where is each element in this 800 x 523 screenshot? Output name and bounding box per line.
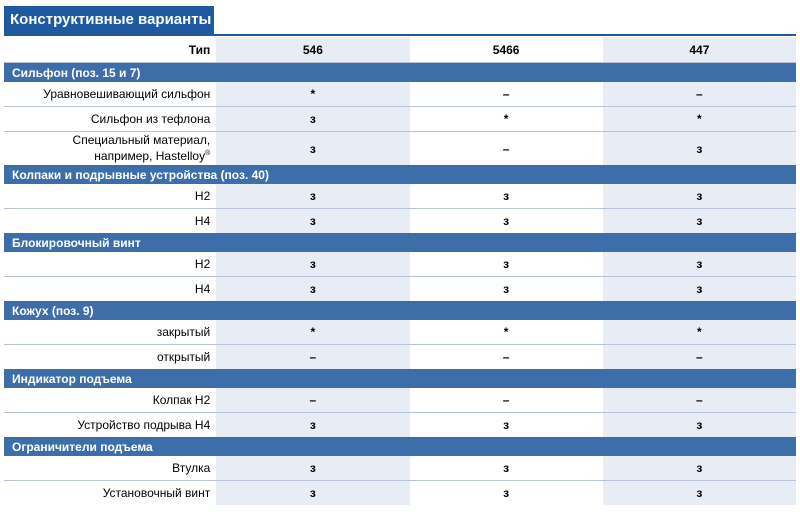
- cell-546: з: [216, 252, 409, 277]
- cell-546: з: [216, 132, 409, 166]
- row-label: открытый: [156, 350, 211, 364]
- cell-546: –: [216, 388, 409, 413]
- header-row: [4, 37, 796, 63]
- cell-447: з: [603, 209, 796, 234]
- table-row: [4, 456, 796, 481]
- cell-5466: –: [502, 141, 510, 156]
- row-label: Установочный винт: [102, 486, 211, 500]
- section-header: [4, 369, 796, 388]
- section-title: Кожух (поз. 9): [4, 301, 796, 320]
- cell-5466: з: [503, 214, 510, 228]
- cell-5466: з: [503, 418, 510, 432]
- cell-447: *: [603, 320, 796, 345]
- cell-447: з: [603, 481, 796, 506]
- row-label: Колпак H2: [4, 388, 216, 413]
- cell-447: –: [603, 388, 796, 413]
- table-row: [4, 345, 796, 370]
- cell-5466: *: [410, 107, 603, 132]
- cell-546: з: [216, 184, 409, 209]
- cell-5466: –: [502, 350, 510, 364]
- cell-5466: –: [410, 82, 603, 107]
- header-type-label: Тип: [4, 37, 216, 63]
- cell-5466: з: [410, 252, 603, 277]
- cell-546: з: [216, 107, 409, 132]
- cell-546: –: [216, 345, 409, 370]
- cell-546: *: [216, 320, 409, 345]
- row-label: H2: [4, 184, 216, 209]
- cell-546: з: [216, 277, 409, 302]
- row-label: Устройство подрыва H4: [77, 418, 211, 432]
- table-row: [4, 132, 796, 166]
- section-title: Блокировочный винт: [4, 233, 796, 252]
- table-row: [4, 82, 796, 107]
- cell-546: з: [216, 456, 409, 481]
- cell-5466: з: [503, 486, 510, 500]
- row-label-line1: Специальный материал,: [72, 133, 211, 147]
- cell-447: з: [603, 184, 796, 209]
- table-row: [4, 320, 796, 345]
- section-title: Сильфон (поз. 15 и 7): [4, 63, 796, 83]
- section-header: [4, 165, 796, 184]
- cell-447: –: [603, 345, 796, 370]
- cell-5466: з: [410, 184, 603, 209]
- cell-447: з: [603, 413, 796, 438]
- row-label: закрытый: [4, 320, 216, 345]
- cell-447: з: [603, 456, 796, 481]
- section-title: Колпаки и подрывные устройства (поз. 40): [4, 165, 796, 184]
- cell-5466: з: [503, 282, 510, 296]
- table-row: [4, 209, 796, 234]
- row-label: Сильфон из тефлона: [4, 107, 216, 132]
- variants-table: [4, 37, 796, 505]
- table-row: [4, 277, 796, 302]
- cell-5466: *: [410, 320, 603, 345]
- row-label: H2: [4, 252, 216, 277]
- section-header: [4, 63, 796, 83]
- cell-546: з: [216, 481, 409, 506]
- row-label: Уравновешивающий сильфон: [4, 82, 216, 107]
- section-header: [4, 301, 796, 320]
- header-col-447: 447: [603, 37, 796, 63]
- cell-447: *: [603, 107, 796, 132]
- cell-5466: з: [410, 456, 603, 481]
- cell-447: з: [603, 252, 796, 277]
- table-row: [4, 413, 796, 438]
- table-row: [4, 252, 796, 277]
- section-header: [4, 437, 796, 456]
- row-label-line2: например, Hastelloy: [94, 149, 206, 163]
- row-label: H4: [194, 214, 211, 228]
- cell-447: з: [603, 132, 796, 166]
- cell-447: з: [603, 277, 796, 302]
- cell-5466: –: [410, 388, 603, 413]
- row-label: H4: [194, 282, 211, 296]
- section-title: Индикатор подъема: [4, 369, 796, 388]
- cell-546: *: [216, 82, 409, 107]
- row-label: Втулка: [4, 456, 216, 481]
- cell-546: з: [216, 413, 409, 438]
- table-row: [4, 184, 796, 209]
- table-title: Конструктивные варианты: [4, 6, 214, 34]
- registered-mark: ®: [205, 150, 211, 157]
- row-label: [4, 132, 216, 166]
- table-row: [4, 388, 796, 413]
- section-title: Ограничители подъема: [4, 437, 796, 456]
- header-col-546: 546: [216, 37, 409, 63]
- table-row: [4, 481, 796, 506]
- cell-546: з: [216, 209, 409, 234]
- section-header: [4, 233, 796, 252]
- table-row: [4, 107, 796, 132]
- title-divider: [4, 34, 796, 36]
- header-col-5466: 5466: [410, 37, 603, 63]
- cell-447: –: [603, 82, 796, 107]
